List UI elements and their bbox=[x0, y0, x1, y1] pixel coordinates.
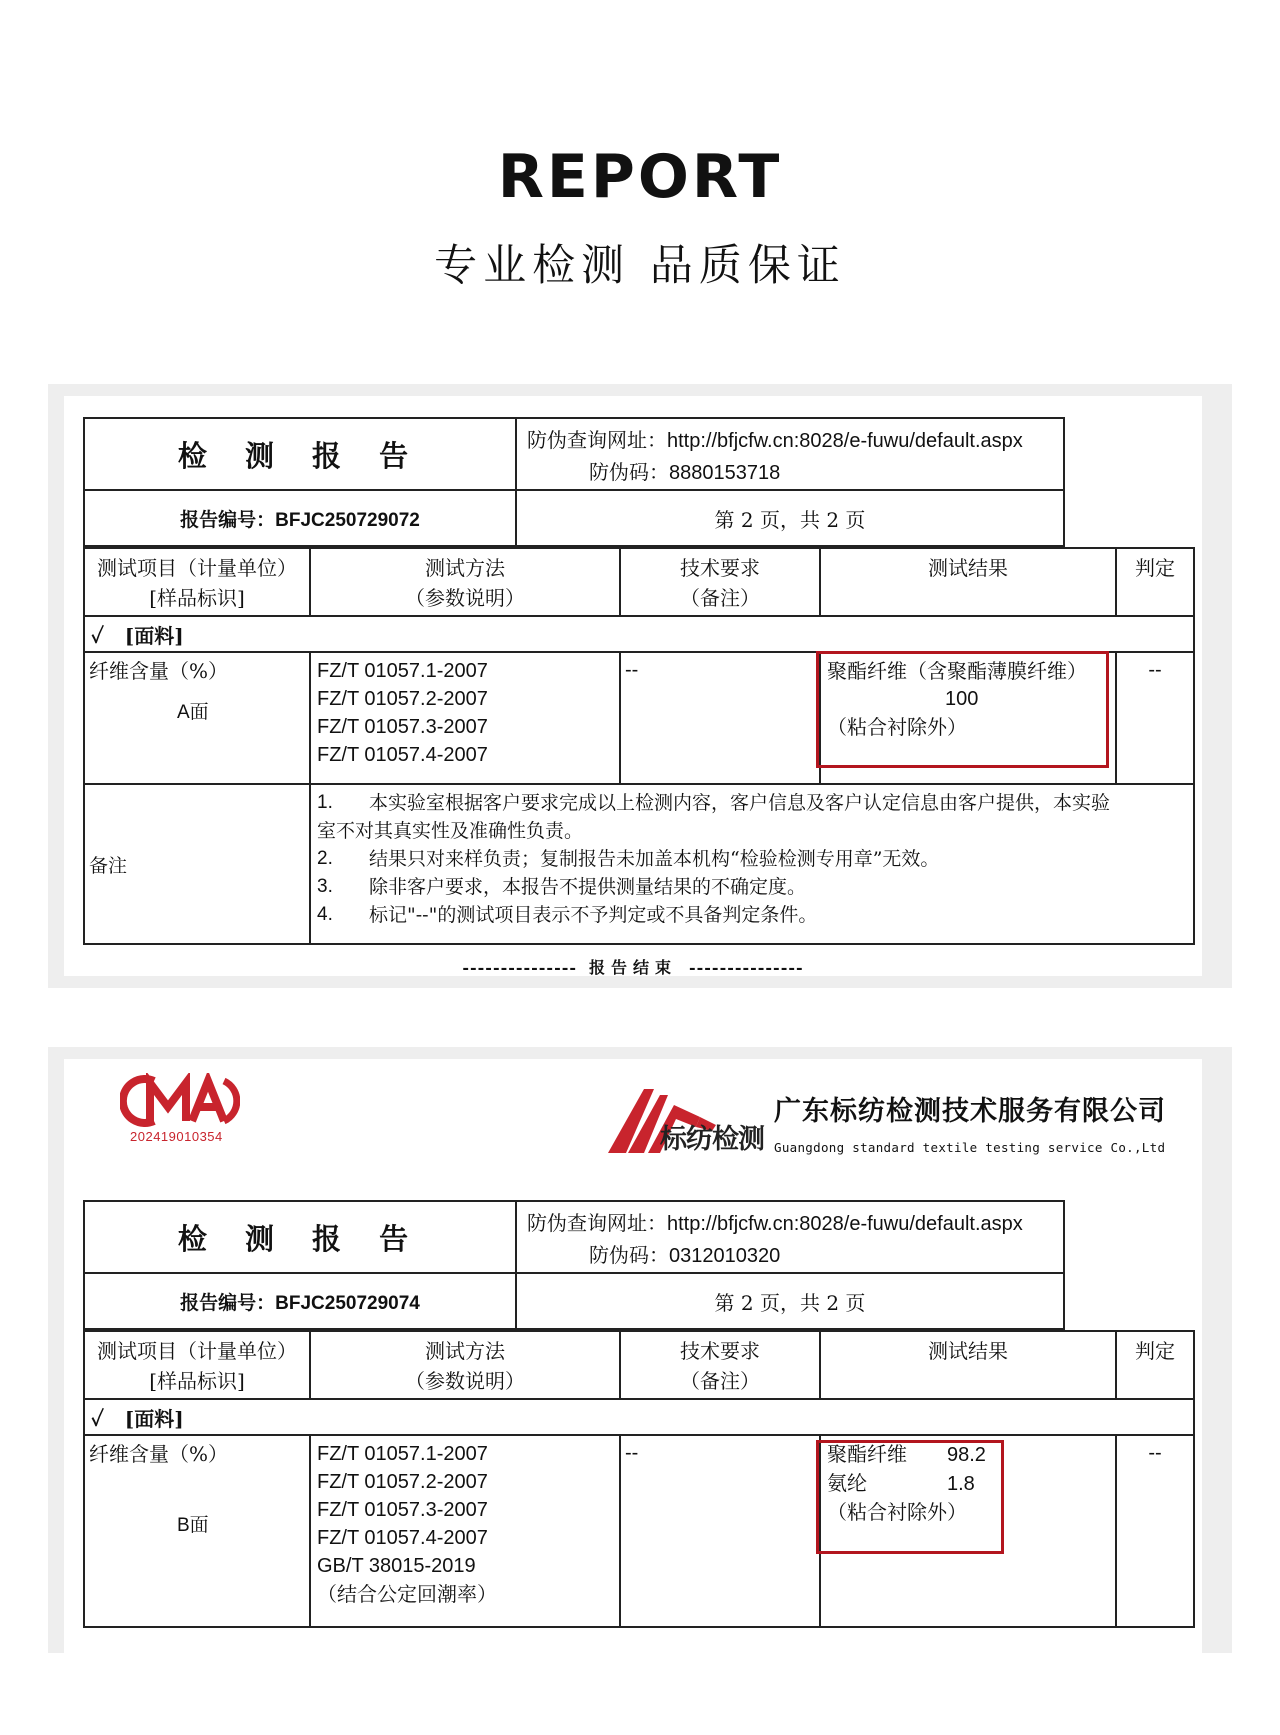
col-test-item-line1: 测试项目（计量单位） bbox=[97, 1339, 297, 1363]
col-requirement-line1: 技术要求 bbox=[680, 1339, 760, 1363]
anti-url: http://bfjcfw.cn:8028/e-fuwu/default.aspx bbox=[667, 430, 1023, 452]
item-name: 纤维含量（%） bbox=[89, 1442, 229, 1466]
method-line: FZ/T 01057.1-2007 bbox=[317, 660, 488, 682]
report-number-value: BFJC250729074 bbox=[275, 1292, 420, 1314]
col-test-method bbox=[310, 1331, 620, 1399]
section-label: [面料] bbox=[124, 1406, 184, 1431]
method-line: FZ/T 01057.3-2007 bbox=[317, 1499, 488, 1521]
company-logo-text: 标纺检测 bbox=[660, 1124, 764, 1155]
col-result-line1: 测试结果 bbox=[928, 1339, 1008, 1363]
remark-number: 3. bbox=[317, 876, 333, 897]
report-header-table bbox=[83, 417, 1065, 547]
method-line: FZ/T 01057.1-2007 bbox=[317, 1443, 488, 1465]
col-judgement bbox=[1116, 548, 1194, 616]
sample-label: A面 bbox=[177, 702, 209, 723]
anti-code-label: 防伪码： bbox=[589, 460, 669, 484]
col-test-method-line1: 测试方法 bbox=[425, 1339, 505, 1363]
remark-continuation: 室不对其真实性及准确性负责。 bbox=[317, 820, 584, 842]
requirement-cell: -- bbox=[620, 652, 820, 784]
anti-fake-info bbox=[516, 418, 1064, 490]
hero-subtitle: 专业检测 品质保证 bbox=[434, 241, 846, 291]
col-test-method-line1: 测试方法 bbox=[425, 556, 505, 580]
col-judgement bbox=[1116, 1331, 1194, 1399]
method-line: FZ/T 01057.2-2007 bbox=[317, 1471, 488, 1493]
section-row bbox=[84, 1399, 1194, 1435]
anti-code-label: 防伪码： bbox=[589, 1243, 669, 1267]
cma-logo-icon bbox=[120, 1073, 240, 1129]
report-title: 检 测 报 告 bbox=[84, 1201, 516, 1273]
report-sheet-1 bbox=[64, 396, 1202, 976]
result-name: 聚酯纤维 bbox=[827, 1442, 907, 1466]
company-name-en: Guangdong standard textile testing service Co.,Ltd bbox=[774, 1140, 1166, 1155]
report-number-value: BFJC250729072 bbox=[275, 509, 420, 531]
sample-label: B面 bbox=[177, 1515, 209, 1536]
col-test-method-line2: （参数说明） bbox=[405, 586, 525, 610]
col-test-item bbox=[84, 1331, 310, 1399]
col-result bbox=[820, 1331, 1116, 1399]
result-note: （粘合衬除外） bbox=[827, 715, 967, 739]
col-test-method bbox=[310, 548, 620, 616]
cma-logo bbox=[120, 1073, 240, 1153]
remark-number: 1. bbox=[317, 792, 333, 813]
anti-code: 8880153718 bbox=[669, 462, 781, 484]
result-highlight-box bbox=[816, 1440, 1004, 1554]
company-name-cn: 广东标纺检测技术服务有限公司 bbox=[774, 1096, 1166, 1127]
report-panel-2 bbox=[48, 1047, 1232, 1653]
report-header-table bbox=[83, 1200, 1065, 1330]
end-dashes-right: --------------- bbox=[689, 958, 804, 977]
check-icon: ✓ bbox=[91, 623, 104, 648]
col-result bbox=[820, 548, 1116, 616]
result-name: 氨纶 bbox=[827, 1471, 867, 1495]
judgement-cell: -- bbox=[1116, 1435, 1194, 1627]
method-line: FZ/T 01057.4-2007 bbox=[317, 744, 488, 766]
method-line: FZ/T 01057.2-2007 bbox=[317, 688, 488, 710]
page-indicator: 第 2 页，共 2 页 bbox=[516, 1273, 1064, 1329]
cma-number: 202419010354 bbox=[130, 1129, 223, 1144]
report-sheet-2 bbox=[64, 1059, 1202, 1653]
report-panel-1 bbox=[48, 384, 1232, 988]
remarks-label: 备注 bbox=[84, 784, 310, 944]
col-test-item bbox=[84, 548, 310, 616]
result-value: 1.8 bbox=[947, 1473, 975, 1495]
remark-item bbox=[317, 845, 1187, 873]
result-highlight-box bbox=[816, 651, 1109, 768]
anti-fake-info bbox=[516, 1201, 1064, 1273]
section-row bbox=[84, 616, 1194, 652]
remark-number: 2. bbox=[317, 848, 333, 869]
col-judgement-line1: 判定 bbox=[1135, 1339, 1175, 1363]
report-title: 检 测 报 告 bbox=[84, 418, 516, 490]
result-value: 98.2 bbox=[947, 1444, 986, 1466]
judgement-cell: -- bbox=[1116, 652, 1194, 784]
report-number-label: 报告编号： bbox=[180, 508, 276, 531]
remark-number: 4. bbox=[317, 904, 333, 925]
col-result-line1: 测试结果 bbox=[928, 556, 1008, 580]
col-test-item-line2: [样品标识] bbox=[149, 1369, 245, 1393]
report-number-label: 报告编号： bbox=[180, 1291, 276, 1314]
col-judgement-line1: 判定 bbox=[1135, 556, 1175, 580]
remark-text: 本实验室根据客户要求完成以上检测内容，客户信息及客户认定信息由客户提供，本实验 bbox=[369, 792, 1111, 814]
end-dashes-left: --------------- bbox=[462, 958, 577, 977]
col-requirement-line1: 技术要求 bbox=[680, 556, 760, 580]
remark-text: 结果只对来样负责；复制报告未加盖本机构“检验检测专用章”无效。 bbox=[369, 848, 940, 870]
item-name: 纤维含量（%） bbox=[89, 659, 229, 683]
remark-item bbox=[317, 901, 1187, 929]
anti-code: 0312010320 bbox=[669, 1245, 781, 1267]
results-table bbox=[83, 1330, 1195, 1628]
section-label: [面料] bbox=[124, 623, 184, 648]
anti-url-label: 防伪查询网址： bbox=[527, 428, 667, 452]
remarks-list bbox=[310, 784, 1194, 944]
report-end-line bbox=[64, 955, 1202, 978]
item-cell bbox=[84, 652, 310, 784]
remark-text: 标记"--"的测试项目表示不予判定或不具备判定条件。 bbox=[369, 904, 818, 926]
method-line: FZ/T 01057.4-2007 bbox=[317, 1527, 488, 1549]
method-line: FZ/T 01057.3-2007 bbox=[317, 716, 488, 738]
method-line: GB/T 38015-2019 bbox=[317, 1555, 476, 1577]
method-cell bbox=[310, 652, 620, 784]
page-indicator: 第 2 页，共 2 页 bbox=[516, 490, 1064, 546]
result-note: （粘合衬除外） bbox=[827, 1500, 967, 1524]
col-requirement bbox=[620, 548, 820, 616]
col-test-item-line1: 测试项目（计量单位） bbox=[97, 556, 297, 580]
col-test-method-line2: （参数说明） bbox=[405, 1369, 525, 1393]
anti-url: http://bfjcfw.cn:8028/e-fuwu/default.aspx bbox=[667, 1213, 1023, 1235]
end-text: 报告结束 bbox=[588, 958, 677, 977]
remark-item bbox=[317, 789, 1187, 817]
col-requirement bbox=[620, 1331, 820, 1399]
method-cell bbox=[310, 1435, 620, 1627]
company-name bbox=[774, 1089, 1166, 1155]
result-value: 100 bbox=[945, 688, 979, 710]
report-number bbox=[84, 490, 516, 546]
col-test-item-line2: [样品标识] bbox=[149, 586, 245, 610]
anti-url-label: 防伪查询网址： bbox=[527, 1211, 667, 1235]
item-cell bbox=[84, 1435, 310, 1627]
company-logo bbox=[604, 1081, 772, 1155]
remark-text: 除非客户要求，本报告不提供测量结果的不确定度。 bbox=[369, 876, 807, 898]
remark-item bbox=[317, 873, 1187, 901]
col-requirement-line2: （备注） bbox=[680, 1369, 760, 1393]
requirement-cell: -- bbox=[620, 1435, 820, 1627]
col-requirement-line2: （备注） bbox=[680, 586, 760, 610]
hero-title: REPORT bbox=[497, 142, 783, 212]
result-fiber: 聚酯纤维（含聚酯薄膜纤维） bbox=[827, 659, 1087, 683]
check-icon: ✓ bbox=[91, 1406, 104, 1431]
report-number bbox=[84, 1273, 516, 1329]
method-note: （结合公定回潮率） bbox=[317, 1582, 497, 1606]
